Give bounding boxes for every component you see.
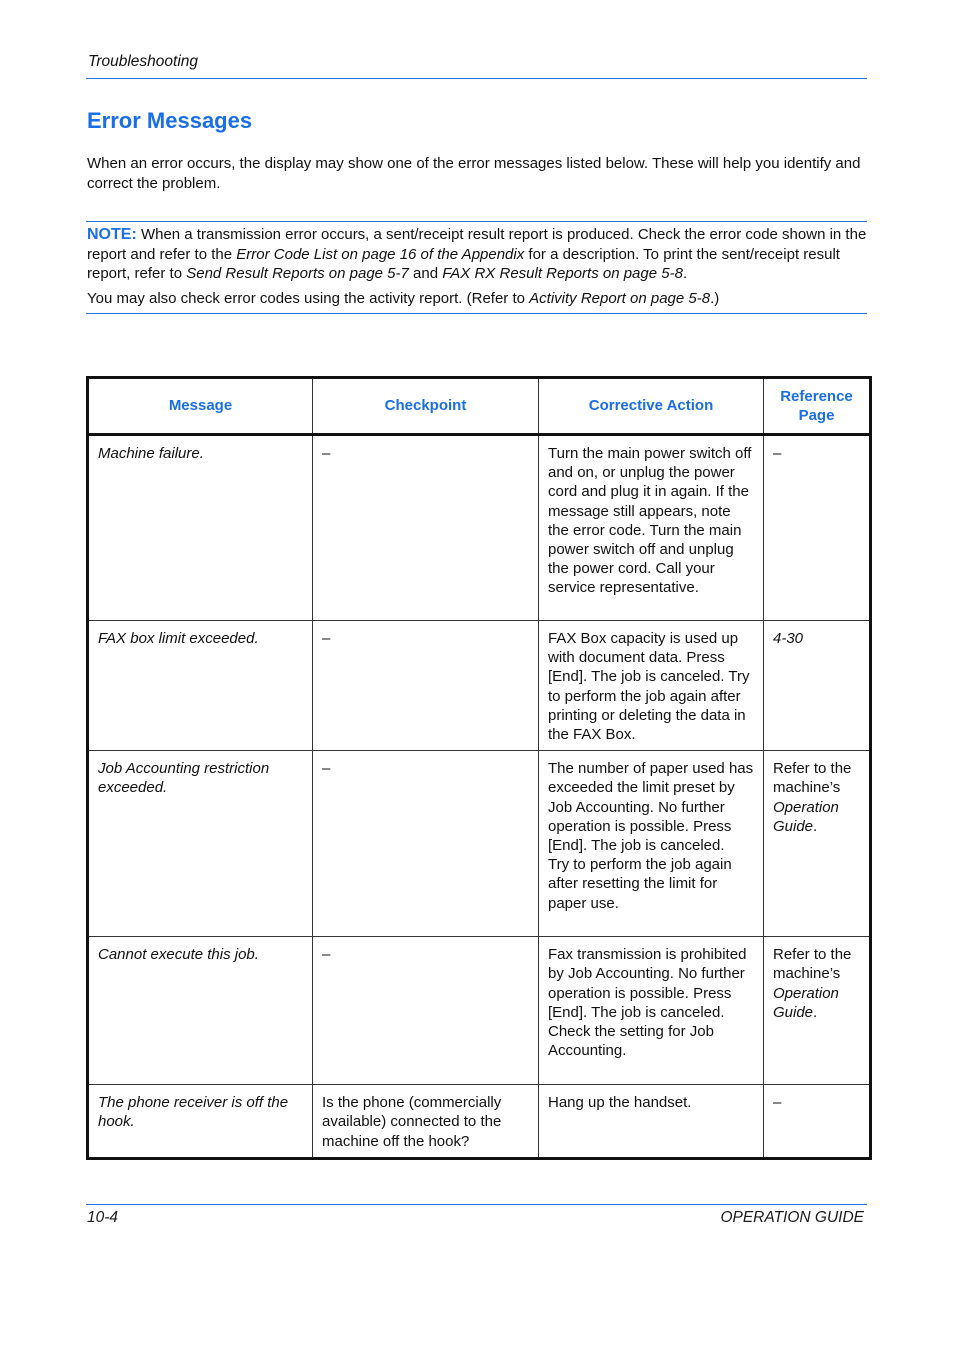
note-top-rule xyxy=(86,221,867,222)
reference-text: . xyxy=(813,1003,818,1021)
ref-error-code-list[interactable]: Error Code List on page 16 of the Appendix xyxy=(236,245,525,263)
reference-cell xyxy=(764,937,871,1085)
checkpoint-cell: – xyxy=(313,435,539,621)
reference-operation-guide: Operation Guide xyxy=(773,984,839,1021)
reference-cell xyxy=(764,751,871,937)
message-cell: Job Accounting restriction exceeded. xyxy=(88,751,313,937)
reference-cell: – xyxy=(764,1085,871,1159)
table-row xyxy=(88,621,871,751)
reference-text: Refer to the machine’s xyxy=(773,760,852,797)
action-cell: FAX Box capacity is used up with document data. Press [End]. The job is canceled. Try to perform the job again after printing or deleting the data in the FAX Box. xyxy=(539,621,764,751)
note-text: for a description. To print the sent/receipt result report, refer to xyxy=(87,245,840,282)
reference-cell[interactable]: 4-30 xyxy=(764,621,871,751)
reference-operation-guide: Operation Guide xyxy=(773,798,839,835)
action-text: The number of paper used has exceeded the limit preset by Job Accounting. No further operation is possible. Press [End]. The job is canceled. xyxy=(548,760,754,855)
action-cell: Turn the main power switch off and on, or unplug the power cord and plug it in again. If the message still appears, note the error code. Turn the main power switch off and unplug the power cord. Call your service representative. xyxy=(539,435,764,621)
note-paragraph-activity xyxy=(87,289,877,309)
table-row xyxy=(88,435,871,621)
note-text: . xyxy=(682,265,688,282)
message-cell: The phone receiver is off the hook. xyxy=(88,1085,313,1159)
checkpoint-cell: Is the phone (commercially available) connected to the machine off the hook? xyxy=(313,1085,539,1159)
action-text: Try to perform the job again after resetting the limit for paper use. xyxy=(548,856,732,912)
table-header-row xyxy=(88,378,871,435)
table-row xyxy=(88,1085,871,1159)
message-cell: FAX box limit exceeded. xyxy=(88,621,313,751)
error-messages-table xyxy=(86,376,872,1160)
column-header-corrective-action: Corrective Action xyxy=(539,378,764,435)
note-label: NOTE: xyxy=(87,226,137,243)
page-number: 10-4 xyxy=(87,1209,119,1226)
message-cell: Machine failure. xyxy=(88,435,313,621)
action-cell: Fax transmission is prohibited by Job Accounting. No further operation is possible. Press [End]. The job is canceled. Check the setting for Job Accounting. xyxy=(539,937,764,1085)
action-cell xyxy=(539,751,764,937)
ref-fax-rx-result-reports[interactable]: FAX RX Result Reports on page 5-8 xyxy=(442,265,683,282)
table-row xyxy=(88,937,871,1085)
intro-paragraph: When an error occurs, the display may show one of the error messages listed below. These will help you identify and correct the problem. xyxy=(87,155,861,192)
message-cell: Cannot execute this job. xyxy=(88,937,313,1085)
note-text: .) xyxy=(710,289,720,307)
reference-text: Refer to the machine’s xyxy=(773,946,852,983)
note-bottom-rule xyxy=(86,313,867,314)
note-text: and xyxy=(408,265,443,282)
reference-text: . xyxy=(813,817,818,835)
action-cell: Hang up the handset. xyxy=(539,1085,764,1159)
footer-rule xyxy=(86,1204,867,1205)
table-row xyxy=(88,751,871,937)
note-box xyxy=(87,225,877,308)
checkpoint-cell: – xyxy=(313,937,539,1085)
running-header: Troubleshooting xyxy=(88,53,199,70)
note-text: When a transmission error occurs, a sent/receipt result report is produced. Check the error code shown in the report and refer to the xyxy=(87,226,867,263)
column-header-message: Message xyxy=(88,378,313,435)
note-text: You may also check error codes using the activity report. (Refer to xyxy=(87,289,530,307)
column-header-reference-page: Reference Page xyxy=(764,378,871,435)
checkpoint-cell: – xyxy=(313,751,539,937)
header-rule xyxy=(86,78,867,79)
guide-title: OPERATION GUIDE xyxy=(720,1209,864,1226)
ref-activity-report[interactable]: Activity Report on page 5-8 xyxy=(529,289,711,307)
ref-send-result-reports[interactable]: Send Result Reports on page 5-7 xyxy=(186,265,409,282)
note-paragraph xyxy=(87,225,877,284)
page-title: Error Messages xyxy=(87,108,253,133)
column-header-checkpoint: Checkpoint xyxy=(313,378,539,435)
reference-cell: – xyxy=(764,435,871,621)
checkpoint-cell: – xyxy=(313,621,539,751)
